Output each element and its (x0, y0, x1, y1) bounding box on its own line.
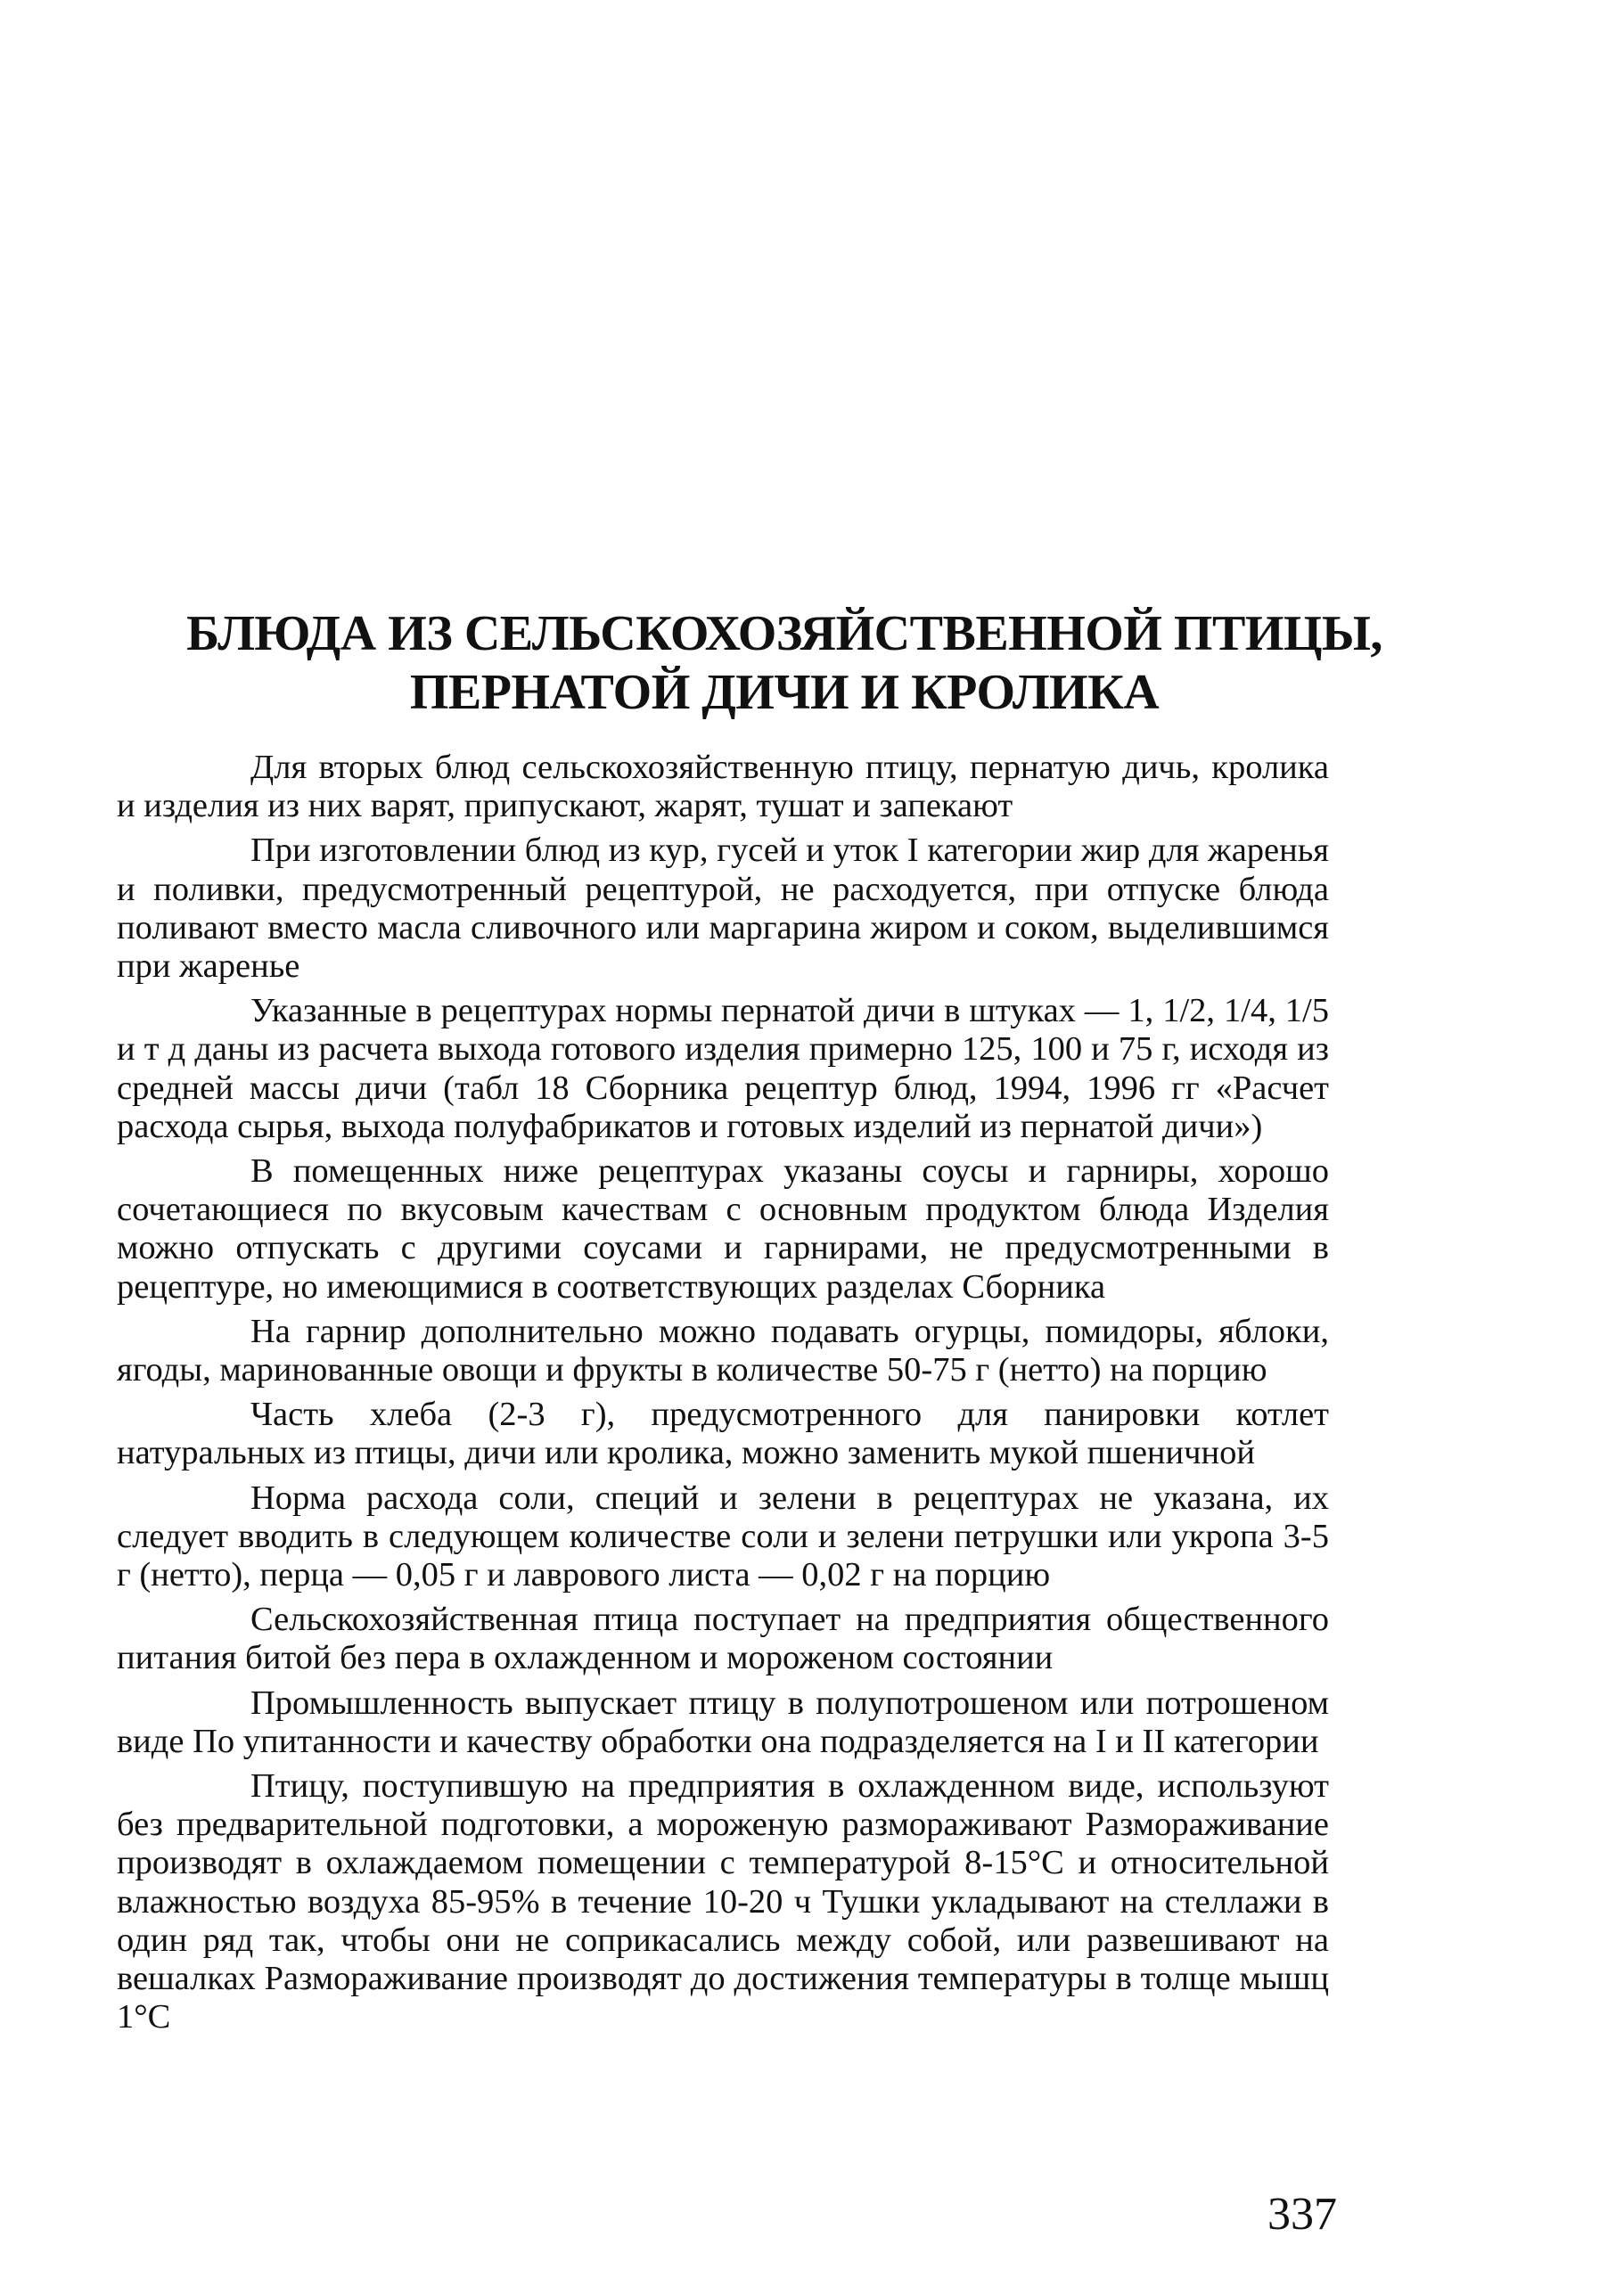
chapter-title-line-2: ПЕРНАТОЙ ДИЧИ И КРОЛИКА (409, 665, 1160, 720)
paragraph: Промышленность выпускает птицу в полупотрошеном или потрошеном виде По упитанности и качеству обработки она подразделяется на I и II категории (117, 1684, 1329, 1760)
paragraph: Часть хлеба (2-3 г), предусмотренного для панировки котлет натуральных из птицы, дичи или кролика, можно заменить мукой пшеничной (117, 1396, 1329, 1472)
paragraph: Сельскохозяйственная птица поступает на предприятия общественного питания битой без пера в охлажденном и мороженом состоянии (117, 1601, 1329, 1677)
paragraph: При изготовлении блюд из кур, гусей и уток I категории жир для жаренья и поливки, предусмотренный рецептурой, не расходуется, при отпуске блюда поливают вместо масла сливочного или маргарина жиром и соком, выделившимся при жаренье (117, 832, 1329, 986)
paragraph: В помещенных ниже рецептурах указаны соусы и гарниры, хорошо сочетающиеся по вкусовым качествам с основным продуктом блюда Изделия можно отпускать с другими соусами и гарнирами, не предусмотренными в рецептуре, но имеющимися в соответствующих разделах Сборника (117, 1152, 1329, 1306)
page-number: 337 (1267, 2189, 1337, 2240)
chapter-title (116, 604, 1453, 722)
paragraph: Норма расхода соли, специй и зелени в рецептурах не указана, их следует вводить в следующем количестве соли и зелени петрушки или укропа 3-5 г (нетто), перца — 0,05 г и лаврового листа — 0,02 г на порцию (117, 1479, 1329, 1594)
paragraph: На гарнир дополнительно можно подавать огурцы, помидоры, яблоки, ягоды, маринованные овощи и фрукты в количестве 50-75 г (нетто) на порцию (117, 1312, 1329, 1389)
paragraph: Указанные в рецептурах нормы пернатой дичи в штуках — 1, 1/2, 1/4, 1/5 и т д даны из расчета выхода готового изделия примерно 125, 100 и 75 г, исходя из средней массы дичи (табл 18 Сборника рецептур блюд, 1994, 1996 гг «Расчет расхода сырья, выхода полуфабрикатов и готовых изделий из пернатой дичи») (117, 992, 1329, 1145)
body-text (117, 749, 1329, 2037)
paragraph: Для вторых блюд сельскохозяйственную птицу, пернатую дичь, кролика и изделия из них варят, припускают, жарят, тушат и запекают (117, 749, 1329, 825)
paragraph: Птицу, поступившую на предприятия в охлажденном виде, используют без предварительной подготовки, а мороженую размораживают Размораживание производят в охлаждаемом помещении с температурой 8-15°С и относительной влажностью воздуха 85-95% в течение 10-20 ч Тушки укладывают на стеллажи в один ряд так, чтобы они не соприкасались между собой, или развешивают на вешалках Размораживание производят до достижения температуры в толще мышц 1°С (117, 1767, 1329, 2036)
chapter-title-line-1: БЛЮДА ИЗ СЕЛЬСКОХОЗЯЙСТВЕННОЙ ПТИЦЫ, (186, 606, 1382, 661)
